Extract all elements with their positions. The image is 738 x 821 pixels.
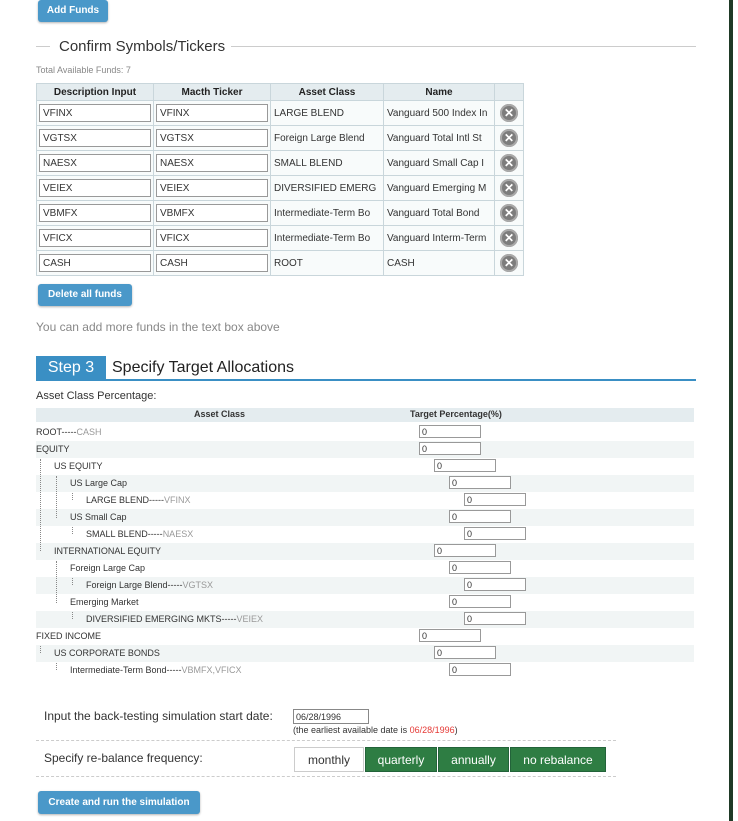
start-date-label: Input the back-testing simulation start date: (44, 709, 273, 723)
target-percentage-input[interactable]: 0 (419, 425, 481, 438)
allocation-row (36, 492, 694, 509)
header-name: Name (384, 84, 495, 101)
fund-description-input[interactable]: VFICX (39, 229, 151, 247)
fund-description-input[interactable]: VGTSX (39, 129, 151, 147)
asset-class-name: ROOT----- (36, 427, 77, 437)
fund-description-cell (37, 101, 154, 126)
earliest-date-suffix: ) (454, 725, 458, 735)
target-percentage-input[interactable]: 0 (449, 476, 511, 489)
step-title: Specify Target Allocations (112, 359, 295, 376)
target-percentage-input[interactable]: 0 (464, 527, 526, 540)
earliest-date-prefix: (the earliest available date is (293, 725, 410, 735)
asset-class-name: FIXED INCOME (36, 631, 102, 641)
fund-ticker-cell (154, 201, 271, 226)
delete-fund-icon[interactable]: ✕ (500, 204, 518, 222)
allocation-row (36, 577, 694, 594)
fund-delete-cell (495, 201, 524, 226)
fund-name: CASH (387, 257, 415, 269)
allocation-row (36, 611, 694, 628)
delete-all-funds-button[interactable]: Delete all funds (38, 284, 132, 306)
target-percentage-input[interactable]: 0 (449, 595, 511, 608)
fund-ticker-cell (154, 151, 271, 176)
target-percentage-input[interactable]: 0 (464, 578, 526, 591)
fund-description-cell (37, 251, 154, 276)
rebalance-label: Specify re-balance frequency: (44, 751, 203, 765)
fund-ticker-input[interactable]: VBMFX (156, 204, 268, 222)
fund-name: Vanguard Total Intl St (387, 132, 482, 144)
allocation-label (36, 628, 101, 645)
divider (36, 776, 616, 777)
fund-asset-class: Foreign Large Blend (274, 132, 365, 144)
fund-asset-class-cell (271, 226, 384, 251)
fund-row (37, 201, 524, 226)
asset-class-name: US EQUITY (54, 461, 103, 471)
funds-table-header (37, 84, 524, 101)
fund-row (37, 176, 524, 201)
fund-description-cell (37, 201, 154, 226)
asset-class-tickers: VGTSX (182, 580, 214, 590)
funds-table (36, 83, 524, 276)
header-target-col: Target Percentage(%) (410, 409, 502, 419)
fund-description-cell (37, 151, 154, 176)
delete-fund-icon[interactable]: ✕ (500, 229, 518, 247)
allocation-label (86, 526, 193, 543)
tree-line (56, 663, 57, 670)
allocation-label (70, 560, 145, 577)
fund-name-cell (384, 151, 495, 176)
fund-description-cell (37, 226, 154, 251)
allocation-row (36, 526, 694, 543)
rebalance-annually-button[interactable]: annually (438, 747, 509, 772)
fund-asset-class-cell (271, 126, 384, 151)
tree-line (56, 476, 57, 518)
add-funds-button[interactable]: Add Funds (38, 0, 108, 22)
fund-row (37, 226, 524, 251)
allocation-row (36, 424, 694, 441)
fund-ticker-input[interactable]: VFINX (156, 104, 268, 122)
asset-class-tickers: VFINX (164, 495, 191, 505)
fund-ticker-cell (154, 101, 271, 126)
fund-name-cell (384, 176, 495, 201)
target-percentage-input[interactable]: 0 (434, 544, 496, 557)
delete-fund-icon[interactable]: ✕ (500, 154, 518, 172)
tree-line (40, 646, 41, 653)
fund-asset-class: ROOT (274, 257, 303, 269)
allocation-label (86, 577, 213, 594)
asset-class-name: Foreign Large Cap (70, 563, 146, 573)
asset-class-name: EQUITY (36, 444, 70, 454)
delete-fund-icon[interactable]: ✕ (500, 104, 518, 122)
allocation-label (70, 594, 139, 611)
tree-line (56, 561, 57, 603)
fund-ticker-cell (154, 251, 271, 276)
allocation-row (36, 441, 694, 458)
fund-ticker-cell (154, 176, 271, 201)
asset-class-name: INTERNATIONAL EQUITY (54, 546, 162, 556)
target-percentage-input[interactable]: 0 (464, 612, 526, 625)
fund-asset-class-cell (271, 251, 384, 276)
asset-class-name: US CORPORATE BONDS (54, 648, 160, 658)
allocation-row (36, 543, 694, 560)
fund-description-input[interactable]: VFINX (39, 104, 151, 122)
fund-name-cell (384, 201, 495, 226)
allocation-row (36, 628, 694, 645)
rebalance-monthly-button[interactable]: monthly (294, 747, 364, 772)
fund-ticker-input[interactable]: VEIEX (156, 179, 268, 197)
fund-ticker-input[interactable]: VFICX (156, 229, 268, 247)
asset-class-percentage-label: Asset Class Percentage: (36, 390, 157, 402)
header-description: Description Input (37, 84, 154, 101)
allocation-row (36, 509, 694, 526)
fund-description-cell (37, 126, 154, 151)
fund-ticker-cell (154, 126, 271, 151)
header-asset-class-col: Asset Class (194, 409, 246, 419)
allocation-row (36, 458, 694, 475)
fund-asset-class-cell (271, 151, 384, 176)
allocation-label (54, 458, 103, 475)
header-delete (495, 84, 524, 101)
asset-class-name: Emerging Market (70, 597, 139, 607)
target-percentage-input[interactable]: 0 (449, 510, 511, 523)
fund-name: Vanguard Interm-Term (387, 232, 487, 244)
allocation-label (54, 645, 160, 662)
header-ticker: Macth Ticker (154, 84, 271, 101)
fund-name: Vanguard 500 Index In (387, 107, 488, 119)
fund-delete-cell (495, 176, 524, 201)
target-percentage-input[interactable]: 0 (419, 629, 481, 642)
tree-line (72, 493, 73, 500)
fund-row (37, 151, 524, 176)
create-run-simulation-button[interactable]: Create and run the simulation (38, 791, 200, 814)
rebalance-none-button[interactable]: no rebalance (510, 747, 606, 772)
legend-line-left (36, 46, 50, 47)
asset-class-tickers: NAESX (162, 529, 194, 539)
target-percentage-input[interactable]: 0 (419, 442, 481, 455)
fund-name-cell (384, 126, 495, 151)
fund-asset-class-cell (271, 101, 384, 126)
fund-asset-class-cell (271, 176, 384, 201)
allocation-label (36, 441, 70, 458)
start-date-input[interactable]: 06/28/1996 (293, 709, 369, 724)
fund-name: Vanguard Small Cap I (387, 157, 485, 169)
step-badge: Step 3 (36, 356, 106, 380)
tree-line (72, 527, 73, 534)
delete-fund-icon[interactable]: ✕ (500, 179, 518, 197)
target-percentage-input[interactable]: 0 (434, 459, 496, 472)
fund-name: Vanguard Total Bond (387, 207, 480, 219)
fund-delete-cell (495, 101, 524, 126)
fund-ticker-input[interactable]: VGTSX (156, 129, 268, 147)
fund-description-input[interactable]: VBMFX (39, 204, 151, 222)
asset-class-name: US Small Cap (70, 512, 127, 522)
fund-asset-class: SMALL BLEND (274, 157, 343, 169)
target-percentage-input[interactable]: 0 (449, 561, 511, 574)
allocation-label (36, 424, 102, 441)
step-underline (36, 379, 696, 381)
header-asset-class: Asset Class (271, 84, 384, 101)
target-percentage-input[interactable]: 0 (464, 493, 526, 506)
legend-line-right (231, 46, 696, 47)
allocation-label (70, 509, 127, 526)
fund-asset-class: DIVERSIFIED EMERG (274, 182, 377, 194)
fund-name-cell (384, 226, 495, 251)
hint-text: You can add more funds in the text box above (36, 320, 280, 334)
tree-line (72, 578, 73, 585)
fund-asset-class: LARGE BLEND (274, 107, 345, 119)
fund-description-input[interactable]: CASH (39, 254, 151, 272)
allocation-row (36, 475, 694, 492)
allocation-label (86, 611, 263, 628)
fund-name-cell (384, 251, 495, 276)
allocation-row (36, 662, 694, 679)
fund-description-input[interactable]: VEIEX (39, 179, 151, 197)
fund-row (37, 126, 524, 151)
asset-class-tickers: CASH (76, 427, 102, 437)
fund-description-cell (37, 176, 154, 201)
target-percentage-input[interactable]: 0 (449, 663, 511, 676)
tree-line (40, 459, 41, 551)
earliest-date-note (293, 725, 458, 735)
asset-class-name: Intermediate-Term Bond----- (70, 665, 182, 675)
right-edge-border (729, 0, 738, 821)
fund-delete-cell (495, 151, 524, 176)
allocation-label (70, 475, 127, 492)
allocation-label (54, 543, 161, 560)
fund-row (37, 251, 524, 276)
allocation-table-header (36, 408, 694, 422)
fund-ticker-cell (154, 226, 271, 251)
allocation-row (36, 594, 694, 611)
asset-class-name: DIVERSIFIED EMERGING MKTS----- (86, 614, 237, 624)
rebalance-quarterly-button[interactable]: quarterly (365, 747, 437, 772)
fund-ticker-input[interactable]: CASH (156, 254, 268, 272)
fund-delete-cell (495, 226, 524, 251)
delete-fund-icon[interactable]: ✕ (500, 129, 518, 147)
fund-row (37, 101, 524, 126)
allocation-label (70, 662, 242, 679)
allocation-label (86, 492, 191, 509)
target-percentage-input[interactable]: 0 (434, 646, 496, 659)
asset-class-tickers: VBMFX,VFICX (181, 665, 242, 675)
fund-asset-class-cell (271, 201, 384, 226)
total-available-funds: Total Available Funds: 7 (36, 65, 131, 75)
asset-class-name: Foreign Large Blend----- (86, 580, 183, 590)
fund-ticker-input[interactable]: NAESX (156, 154, 268, 172)
allocation-row (36, 560, 694, 577)
asset-class-name: SMALL BLEND----- (86, 529, 163, 539)
fund-description-input[interactable]: NAESX (39, 154, 151, 172)
fund-delete-cell (495, 126, 524, 151)
fund-asset-class: Intermediate-Term Bo (274, 207, 371, 219)
divider (36, 740, 616, 741)
asset-class-name: LARGE BLEND----- (86, 495, 165, 505)
fund-delete-cell (495, 251, 524, 276)
fund-asset-class: Intermediate-Term Bo (274, 232, 371, 244)
confirm-title: Confirm Symbols/Tickers (59, 38, 226, 55)
tree-line (72, 612, 73, 619)
allocation-row (36, 645, 694, 662)
fund-name: Vanguard Emerging M (387, 182, 487, 194)
asset-class-tickers: VEIEX (236, 614, 264, 624)
asset-class-name: US Large Cap (70, 478, 128, 488)
fund-name-cell (384, 101, 495, 126)
earliest-date-value: 06/28/1996 (409, 725, 455, 735)
delete-fund-icon[interactable]: ✕ (500, 254, 518, 272)
